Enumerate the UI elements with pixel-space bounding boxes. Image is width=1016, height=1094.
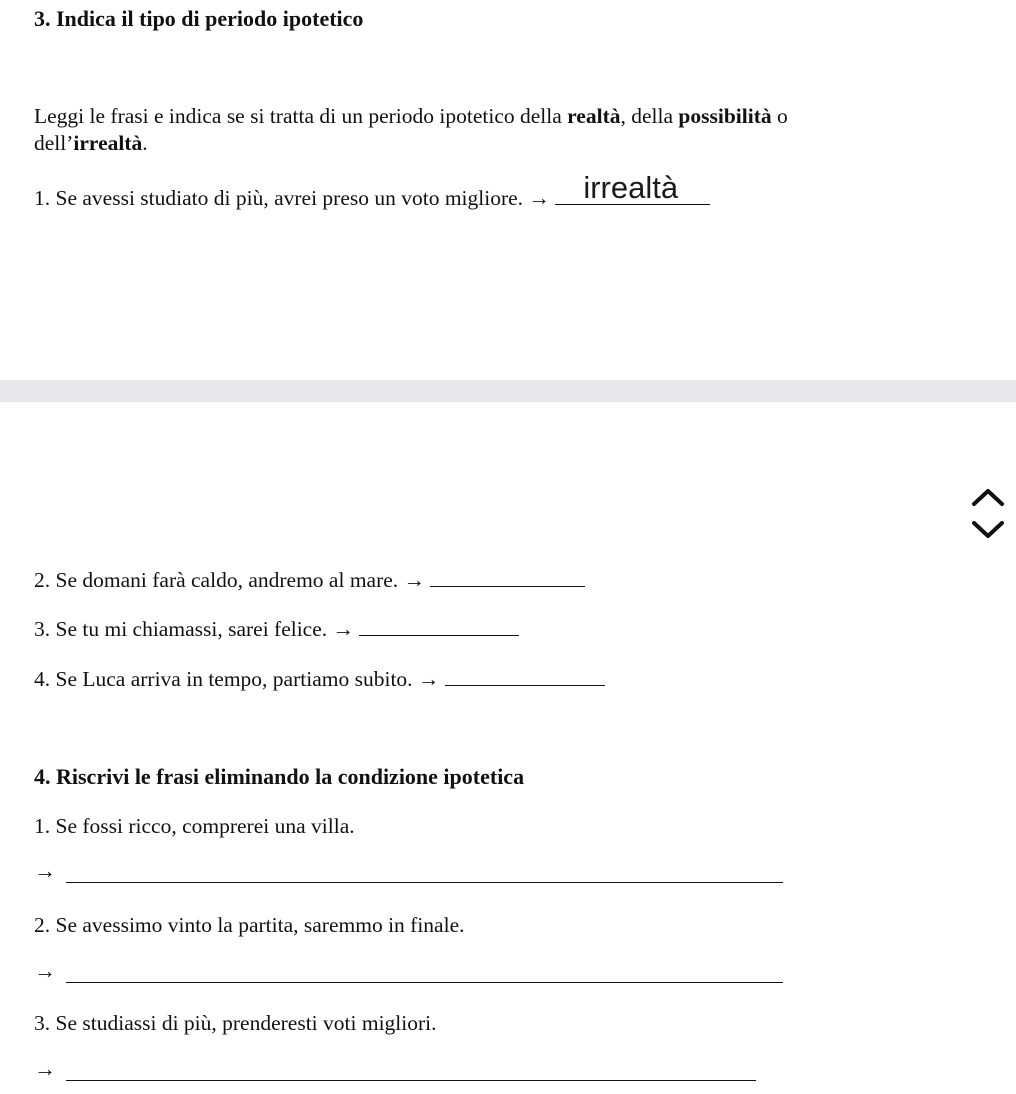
page-nav bbox=[968, 480, 1008, 552]
section3-intro-line1 bbox=[34, 103, 788, 130]
section4-title: 4. Riscrivi le frasi eliminando la condizione ipotetica bbox=[34, 764, 525, 789]
answer-blank-4[interactable] bbox=[445, 667, 605, 686]
chevron-down-icon[interactable] bbox=[968, 518, 1008, 552]
intro-text: . bbox=[142, 131, 148, 155]
rewrite-item-2: 2. Se avessimo vinto la partita, saremmo in finale. bbox=[34, 913, 465, 937]
arrow-2: → bbox=[34, 958, 56, 983]
arrow-1: → bbox=[34, 858, 56, 883]
item-text: 4. Se Luca arriva in tempo, partiamo subito. → bbox=[34, 667, 440, 691]
intro-text: , della bbox=[620, 104, 679, 128]
answer-blank-2[interactable] bbox=[430, 568, 585, 587]
exercise-item-2 bbox=[34, 567, 585, 594]
intro-realta: realtà bbox=[567, 104, 621, 128]
intro-text: dell’ bbox=[34, 131, 74, 155]
answer-line-2[interactable] bbox=[66, 982, 783, 983]
section3-intro-line2 bbox=[34, 130, 148, 157]
exercise-item-4 bbox=[34, 666, 605, 693]
answer-blank-1[interactable] bbox=[555, 170, 710, 205]
exercise-item-1 bbox=[34, 170, 710, 212]
intro-possibilita: possibilità bbox=[678, 104, 772, 128]
item-text: 3. Se tu mi chiamassi, sarei felice. → bbox=[34, 617, 355, 641]
intro-text: Leggi le frasi e indica se si tratta di un periodo ipotetico della bbox=[34, 104, 568, 128]
chevron-up-icon[interactable] bbox=[968, 480, 1008, 514]
exercise-item-3 bbox=[34, 616, 519, 643]
section3-title: 3. Indica il tipo di periodo ipotetico bbox=[34, 6, 364, 31]
arrow-3: → bbox=[34, 1056, 56, 1081]
handwritten-answer: irrealtà bbox=[583, 170, 679, 205]
rewrite-item-3: 3. Se studiassi di più, prenderesti voti migliori. bbox=[34, 1011, 437, 1035]
rewrite-item-1: 1. Se fossi ricco, comprerei una villa. bbox=[34, 814, 355, 838]
answer-line-3[interactable] bbox=[66, 1080, 756, 1081]
intro-irrealta: irrealtà bbox=[73, 131, 143, 155]
item-text: 1. Se avessi studiato di più, avrei preso un voto migliore. → bbox=[34, 186, 550, 210]
answer-blank-3[interactable] bbox=[359, 617, 519, 636]
item-text: 2. Se domani farà caldo, andremo al mare. → bbox=[34, 568, 426, 592]
answer-line-1[interactable] bbox=[66, 882, 783, 883]
page-separator bbox=[0, 380, 1016, 402]
intro-text: o bbox=[771, 104, 788, 128]
